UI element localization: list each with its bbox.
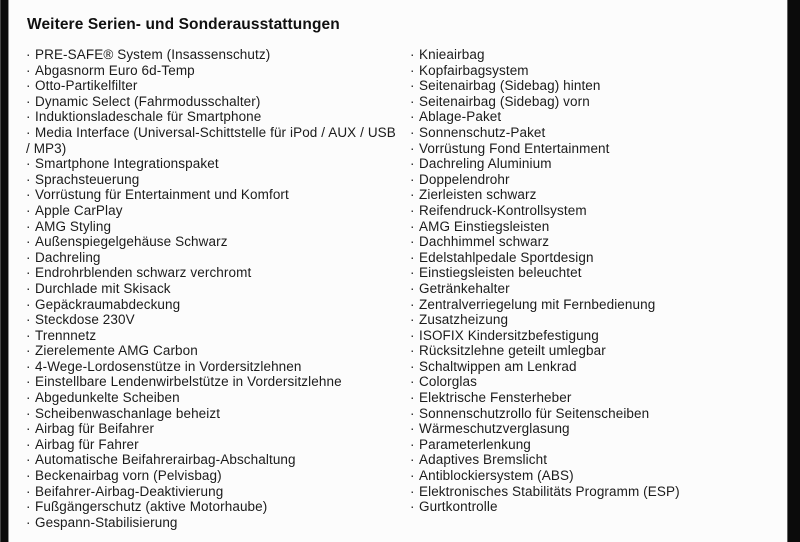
- equipment-item-label: Automatische Beifahrerairbag-Abschaltung: [35, 452, 296, 468]
- equipment-item: [26, 328, 403, 344]
- equipment-columns: [26, 47, 787, 530]
- equipment-item: [26, 219, 403, 235]
- equipment-item: [26, 359, 403, 375]
- equipment-item-label: Vorrüstung für Entertainment und Komfort: [35, 187, 289, 203]
- equipment-item-label: Sonnenschutzrollo für Seitenscheiben: [419, 405, 650, 421]
- bullet-icon: ·: [410, 47, 415, 62]
- equipment-item: [410, 437, 787, 453]
- equipment-item: [26, 484, 403, 500]
- bullet-icon: ·: [410, 156, 415, 172]
- equipment-item: [26, 47, 403, 63]
- equipment-item: [26, 515, 403, 531]
- bullet-icon: ·: [410, 405, 415, 421]
- bullet-icon: ·: [26, 171, 31, 187]
- bullet-icon: ·: [410, 358, 415, 374]
- equipment-item: [26, 63, 403, 79]
- bullet-icon: ·: [410, 202, 415, 218]
- bullet-icon: ·: [26, 218, 31, 234]
- equipment-item-label: Endrohrblenden schwarz verchromt: [35, 265, 252, 281]
- bullet-icon: ·: [26, 187, 31, 203]
- equipment-item: [26, 374, 403, 390]
- equipment-item: [26, 94, 403, 110]
- equipment-item-label: Parameterlenkung: [419, 436, 531, 452]
- equipment-item: [26, 421, 403, 437]
- equipment-item: [26, 203, 403, 219]
- bullet-icon: ·: [410, 312, 415, 328]
- equipment-item: [410, 359, 787, 375]
- bullet-icon: ·: [26, 358, 31, 374]
- bullet-icon: ·: [26, 249, 31, 265]
- equipment-item: [26, 281, 403, 297]
- equipment-item-label: Seitenairbag (Sidebag) hinten: [419, 78, 601, 94]
- equipment-item: [26, 452, 403, 468]
- equipment-item-label: Beifahrer-Airbag-Deaktivierung: [35, 483, 224, 499]
- equipment-item-label: Außenspiegelgehäuse Schwarz: [35, 234, 228, 250]
- equipment-item-label: Doppelendrohr: [419, 171, 510, 187]
- bullet-icon: ·: [26, 436, 31, 452]
- bullet-icon: ·: [410, 390, 415, 406]
- bullet-icon: ·: [26, 124, 31, 140]
- bullet-icon: ·: [26, 156, 31, 172]
- equipment-item-label: Zierleisten schwarz: [419, 187, 537, 203]
- equipment-item: [410, 499, 787, 515]
- equipment-item-label: Einstellbare Lendenwirbelstütze in Vordersitzlehne: [35, 374, 342, 390]
- equipment-item-label: Ablage-Paket: [419, 109, 502, 125]
- bullet-icon: ·: [26, 499, 31, 515]
- bullet-icon: ·: [410, 452, 415, 468]
- bullet-icon: ·: [26, 109, 31, 125]
- equipment-item: [26, 312, 403, 328]
- bullet-icon: ·: [26, 62, 31, 78]
- equipment-item: [26, 125, 403, 156]
- equipment-item-label: PRE-SAFE® System (Insassenschutz): [35, 47, 271, 62]
- bullet-icon: ·: [26, 514, 31, 530]
- equipment-item-label: Gurtkontrolle: [419, 499, 498, 515]
- bullet-icon: ·: [26, 47, 31, 62]
- equipment-item-label: Dachreling: [35, 249, 101, 265]
- equipment-item: [410, 125, 787, 141]
- bullet-icon: ·: [26, 327, 31, 343]
- bullet-icon: ·: [410, 218, 415, 234]
- equipment-item-label: Gepäckraumabdeckung: [35, 296, 181, 312]
- equipment-item: [26, 390, 403, 406]
- bullet-icon: ·: [26, 452, 31, 468]
- equipment-item-label: Beckenairbag vorn (Pelvisbag): [35, 468, 222, 484]
- equipment-item: [26, 437, 403, 453]
- bullet-icon: ·: [26, 421, 31, 437]
- equipment-item-label: Einstiegsleisten beleuchtet: [419, 265, 582, 281]
- sheet-content: [9, 0, 787, 542]
- bullet-icon: ·: [410, 109, 415, 125]
- equipment-item: [410, 343, 787, 359]
- equipment-item-label: 4-Wege-Lordosenstütze in Vordersitzlehnen: [35, 358, 302, 374]
- equipment-item: [410, 312, 787, 328]
- equipment-item-label: Elektronisches Stabilitäts Programm (ESP): [419, 483, 680, 499]
- bullet-icon: ·: [410, 62, 415, 78]
- equipment-item: [410, 406, 787, 422]
- bullet-icon: ·: [410, 93, 415, 109]
- equipment-item: [410, 250, 787, 266]
- bullet-icon: ·: [26, 93, 31, 109]
- equipment-item-label: Steckdose 230V: [35, 312, 135, 328]
- equipment-item: [410, 452, 787, 468]
- bullet-icon: ·: [410, 187, 415, 203]
- bullet-icon: ·: [26, 374, 31, 390]
- equipment-item-label: Trennnetz: [35, 327, 97, 343]
- equipment-item: [410, 187, 787, 203]
- equipment-item: [26, 78, 403, 94]
- bullet-icon: ·: [410, 327, 415, 343]
- page-title: Weitere Serien- und Sonderausstattungen: [27, 16, 340, 33]
- equipment-item-label: Adaptives Bremslicht: [419, 452, 548, 468]
- bullet-icon: ·: [410, 265, 415, 281]
- bullet-icon: ·: [410, 374, 415, 390]
- equipment-item-label: Zierelemente AMG Carbon: [35, 343, 198, 359]
- equipment-item: [410, 78, 787, 94]
- bullet-icon: ·: [26, 468, 31, 484]
- equipment-item-label: Otto-Partikelfilter: [35, 78, 138, 94]
- bullet-icon: ·: [26, 483, 31, 499]
- bullet-icon: ·: [410, 249, 415, 265]
- equipment-item-label: Airbag für Beifahrer: [35, 421, 155, 437]
- equipment-item: [410, 328, 787, 344]
- equipment-item: [410, 390, 787, 406]
- equipment-item-label: Vorrüstung Fond Entertainment: [419, 140, 610, 156]
- bullet-icon: ·: [26, 296, 31, 312]
- equipment-item-label: AMG Styling: [35, 218, 112, 234]
- equipment-item: [26, 468, 403, 484]
- equipment-item-label: Schaltwippen am Lenkrad: [419, 358, 577, 374]
- equipment-item: [26, 109, 403, 125]
- bullet-icon: ·: [26, 405, 31, 421]
- equipment-item-label: Zusatzheizung: [419, 312, 509, 328]
- equipment-item-label: AMG Einstiegsleisten: [419, 218, 550, 234]
- equipment-item: [410, 94, 787, 110]
- equipment-item-label: Fußgängerschutz (aktive Motorhaube): [35, 499, 268, 515]
- equipment-item-label: Dachhimmel schwarz: [419, 234, 550, 250]
- bullet-icon: ·: [26, 390, 31, 406]
- equipment-item: [410, 484, 787, 500]
- bullet-icon: ·: [410, 124, 415, 140]
- equipment-item: [410, 265, 787, 281]
- equipment-item: [26, 172, 403, 188]
- equipment-item-label: Antiblockiersystem (ABS): [419, 468, 574, 484]
- equipment-item-label: Elektrische Fensterheber: [419, 390, 572, 406]
- right-border-bar: [787, 0, 800, 542]
- equipment-item-label: Gespann-Stabilisierung: [35, 514, 178, 530]
- equipment-item-label: Induktionsladeschale für Smartphone: [35, 109, 262, 125]
- equipment-item: [410, 203, 787, 219]
- equipment-item: [410, 109, 787, 125]
- equipment-item-label: Abgasnorm Euro 6d-Temp: [35, 62, 195, 78]
- equipment-item: [410, 63, 787, 79]
- equipment-item-label: Wärmeschutzverglasung: [419, 421, 570, 437]
- equipment-item: [410, 468, 787, 484]
- bullet-icon: ·: [26, 280, 31, 296]
- equipment-item-label: Durchlade mit Skisack: [35, 280, 171, 296]
- bullet-icon: ·: [410, 78, 415, 94]
- equipment-item: [410, 281, 787, 297]
- equipment-item: [410, 141, 787, 157]
- bullet-icon: ·: [410, 343, 415, 359]
- equipment-item: [26, 406, 403, 422]
- equipment-item-label: Media Interface (Universal-Schittstelle für iPod / AUX / USB / MP3): [26, 124, 396, 156]
- bullet-icon: ·: [26, 202, 31, 218]
- equipment-item-label: Sonnenschutz-Paket: [419, 124, 546, 140]
- equipment-column-left: [26, 47, 403, 530]
- bullet-icon: ·: [410, 468, 415, 484]
- equipment-item: [26, 187, 403, 203]
- bullet-icon: ·: [410, 296, 415, 312]
- bullet-icon: ·: [410, 436, 415, 452]
- equipment-item-label: Smartphone Integrationspaket: [35, 156, 219, 172]
- bullet-icon: ·: [26, 343, 31, 359]
- bullet-icon: ·: [26, 312, 31, 328]
- equipment-item-label: Edelstahlpedale Sportdesign: [419, 249, 594, 265]
- equipment-item: [410, 47, 787, 63]
- left-border-bar: [0, 0, 9, 542]
- equipment-item: [410, 156, 787, 172]
- bullet-icon: ·: [26, 234, 31, 250]
- equipment-item-label: Sprachsteuerung: [35, 171, 140, 187]
- equipment-item: [26, 250, 403, 266]
- equipment-item: [26, 156, 403, 172]
- equipment-item-label: Rücksitzlehne geteilt umlegbar: [419, 343, 606, 359]
- bullet-icon: ·: [410, 280, 415, 296]
- equipment-item-label: Apple CarPlay: [35, 202, 123, 218]
- equipment-item-label: Dachreling Aluminium: [419, 156, 552, 172]
- equipment-item: [26, 297, 403, 313]
- equipment-item: [26, 265, 403, 281]
- bullet-icon: ·: [410, 140, 415, 156]
- equipment-item-label: Scheibenwaschanlage beheizt: [35, 405, 221, 421]
- equipment-item-label: Airbag für Fahrer: [35, 436, 139, 452]
- equipment-item-label: ISOFIX Kindersitzbefestigung: [419, 327, 599, 343]
- equipment-item-label: Seitenairbag (Sidebag) vorn: [419, 93, 590, 109]
- equipment-item-label: Abgedunkelte Scheiben: [35, 390, 180, 406]
- equipment-item: [410, 219, 787, 235]
- equipment-item-label: Knieairbag: [419, 47, 485, 62]
- equipment-item: [410, 297, 787, 313]
- bullet-icon: ·: [410, 171, 415, 187]
- equipment-item-label: Kopfairbagsystem: [419, 62, 529, 78]
- equipment-item-label: Reifendruck-Kontrollsystem: [419, 202, 587, 218]
- bullet-icon: ·: [410, 499, 415, 515]
- equipment-item: [410, 234, 787, 250]
- equipment-item: [410, 421, 787, 437]
- equipment-item: [410, 374, 787, 390]
- bullet-icon: ·: [410, 421, 415, 437]
- bullet-icon: ·: [26, 78, 31, 94]
- bullet-icon: ·: [410, 483, 415, 499]
- equipment-item-label: Dynamic Select (Fahrmodusschalter): [35, 93, 261, 109]
- equipment-column-right: [403, 47, 787, 515]
- equipment-item: [26, 499, 403, 515]
- equipment-item-label: Colorglas: [419, 374, 477, 390]
- equipment-item: [410, 172, 787, 188]
- bullet-icon: ·: [410, 234, 415, 250]
- equipment-item: [26, 234, 403, 250]
- equipment-item-label: Getränkehalter: [419, 280, 510, 296]
- equipment-item-label: Zentralverriegelung mit Fernbedienung: [419, 296, 656, 312]
- bullet-icon: ·: [26, 265, 31, 281]
- equipment-item: [26, 343, 403, 359]
